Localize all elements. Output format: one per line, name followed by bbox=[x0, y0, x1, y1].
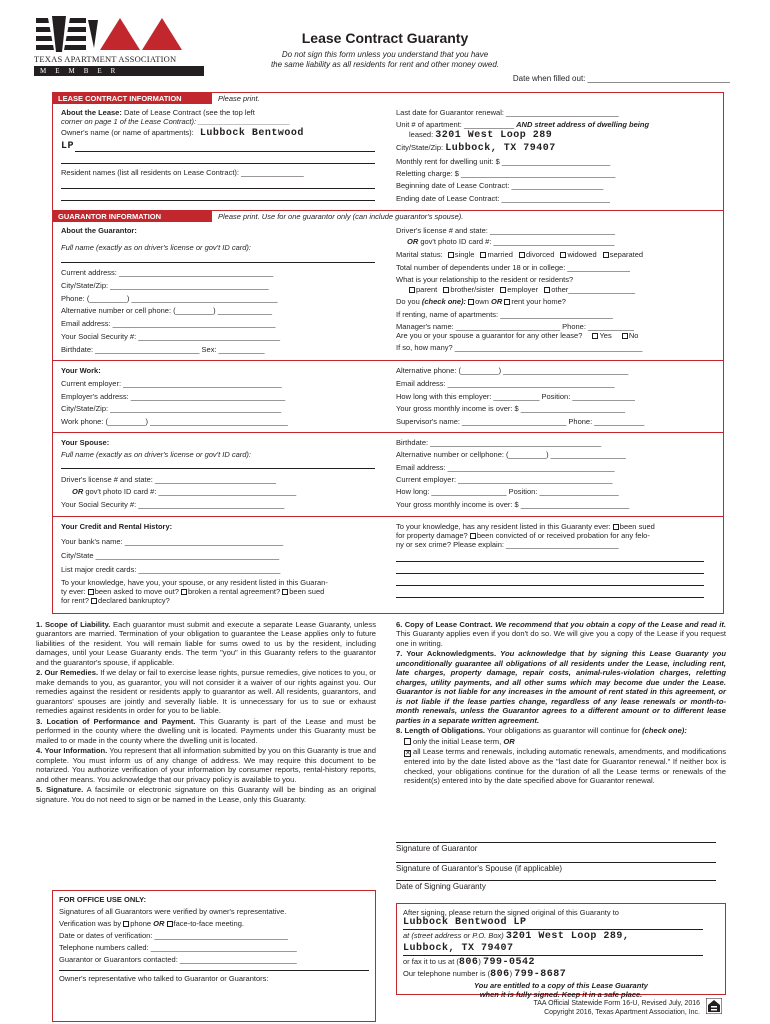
checkbox-yes[interactable] bbox=[592, 333, 598, 339]
employer-city[interactable]: City/State/Zip: _________________________________________ bbox=[61, 404, 282, 413]
office-use-box bbox=[52, 890, 376, 1022]
ending-date[interactable]: Ending date of Lease Contract: __________________________ bbox=[396, 194, 610, 203]
checkbox-initial-term[interactable] bbox=[404, 738, 411, 745]
guarantor-full-name[interactable]: Full name (exactly as on driver's license or gov't ID card): bbox=[61, 243, 252, 252]
marital-separated: separated bbox=[609, 250, 644, 259]
unit-label: Unit # of apartment: ____________ bbox=[396, 120, 515, 129]
subtitle bbox=[220, 50, 550, 71]
work-phone[interactable]: Work phone: (_________) _________________________________ bbox=[61, 417, 288, 426]
relationship-question: What is your relationship to the resident or residents? bbox=[396, 275, 574, 284]
explain-line2 bbox=[396, 573, 704, 574]
date-filled-field[interactable]: Date when filled out: ________________________________ bbox=[512, 74, 730, 83]
opt-convicted: been convicted of or received probation for any felo- bbox=[476, 531, 650, 540]
other-lease bbox=[396, 331, 638, 340]
resident-q2: for property damage? bbox=[396, 531, 468, 540]
checkbox-broken[interactable] bbox=[181, 589, 187, 595]
telephone-called[interactable]: Telephone numbers called: ___________________________________ bbox=[59, 943, 297, 952]
term-2-title: Our Remedies. bbox=[44, 668, 99, 678]
history-q3: for rent? bbox=[61, 596, 89, 605]
unit-number[interactable] bbox=[396, 120, 649, 129]
entitled-line1: You are entitled to a copy of this Lease Guaranty bbox=[474, 981, 648, 990]
marital-status bbox=[396, 250, 643, 259]
about-lease-label: About the Lease: bbox=[61, 108, 122, 117]
marital-single: single bbox=[454, 250, 475, 259]
relationship-options bbox=[409, 285, 635, 294]
opt-broken: broken a rental agreement? bbox=[188, 587, 281, 596]
checkbox-all-terms[interactable]: ✕ bbox=[405, 750, 411, 758]
spouse-drivers[interactable]: Driver's license # and state: _____________________________ bbox=[61, 475, 276, 484]
terms-right bbox=[396, 620, 726, 787]
credit-heading: Your Credit and Rental History: bbox=[61, 522, 173, 531]
opt-bankruptcy: declared bankruptcy? bbox=[98, 596, 170, 605]
equal-housing-icon bbox=[706, 998, 722, 1014]
leased-address[interactable] bbox=[409, 130, 552, 142]
no-label: No bbox=[628, 331, 639, 340]
marital-married: married bbox=[487, 250, 513, 259]
beginning-date[interactable]: Beginning date of Lease Contract: ______________________ bbox=[396, 181, 604, 190]
checkbox-own[interactable] bbox=[468, 299, 474, 305]
spouse-email[interactable]: Email address: ________________________________________ bbox=[396, 463, 615, 472]
return-address-row: at (street address or P.O. Box) 3201 West Loop 289, bbox=[403, 931, 630, 942]
rel-sibling: brother/sister bbox=[450, 285, 495, 294]
checkbox-widowed[interactable] bbox=[560, 252, 566, 258]
city-value: Lubbock, TX 79407 bbox=[445, 143, 556, 154]
after-signing: After signing, please return the signed original of this Guaranty to bbox=[403, 908, 619, 917]
divider-credit bbox=[52, 516, 724, 517]
term-5-title: Signature. bbox=[46, 785, 84, 795]
term-2: 2. Our Remedies. If we delay or fail to exercise lease rights, pursue remedies, give notices to you, or make demands to you, as guarantor, you will not consider it a waiver of our rights against you. Our remedies against the resident or residents apply to guarantor as well. All residents, guarantors, and guarantors' spouses are jointly and severally liable. It is unnecessary for us to sue or exhaust remedies against residents in order for you to be liable. bbox=[36, 668, 376, 716]
guarantors-contacted[interactable]: Guarantor or Guarantors contacted: ____________________________ bbox=[59, 955, 297, 964]
checkbox-separated[interactable] bbox=[603, 252, 609, 258]
subtitle-line2: the same liability as all residents for rent and other money owed. bbox=[270, 60, 500, 70]
term-3-text: This Guaranty is part of the Lease and must be performed in the county where the dwelling unit is located. Payments under this Guaranty must be mailed to or made in the county where the dwelling unit is located. bbox=[36, 716, 376, 745]
spouse-birthdate[interactable]: Birthdate: _________________________________________ bbox=[396, 438, 602, 447]
blank-line bbox=[61, 163, 375, 164]
term-7: 7. Your Acknowledgments. You acknowledge that by signing this Lease Guaranty you unconditionally guarantee all obligations of all residents under the Lease, including rent, late charges, property damage, repair costs, animal-rules-violation charges, reletting charges, utility payments, and all other sums which may become due under the Lease. Guarantor is not liable for any increases in the amount of rent stated in this agreement, or is not liable if the lease parties change, regardless of any lease renewals or month-to-month renewals, unless the Guarantor agrees to a different amount or to different lease parties in a separate written agreement. bbox=[396, 649, 726, 725]
check-one: (check one): bbox=[421, 297, 467, 306]
own-label: own bbox=[475, 297, 489, 306]
spouse-ssn[interactable]: Your Social Security #: ___________________________________ bbox=[61, 500, 285, 509]
checkbox-property-sued[interactable] bbox=[613, 524, 619, 530]
if-renting[interactable]: If renting, name of apartments: ___________________________ bbox=[396, 310, 613, 319]
checkbox-asked-move[interactable] bbox=[88, 589, 94, 595]
resident-names-field[interactable]: Resident names (list all residents on Lease Contract): _______________ bbox=[61, 168, 304, 177]
association-name: TEXAS APARTMENT ASSOCIATION bbox=[34, 54, 177, 64]
guarantor-heading: GUARANTOR INFORMATION bbox=[52, 211, 212, 222]
checkbox-sibling[interactable] bbox=[443, 287, 449, 293]
lease-info-heading: LEASE CONTRACT INFORMATION bbox=[52, 93, 212, 104]
entitled-line2: when it is fully signed. Keep it in a safe place. bbox=[479, 990, 643, 999]
history-q2: ty ever: bbox=[61, 587, 86, 596]
residents-line2 bbox=[61, 188, 375, 189]
term-3: 3. Location of Performance and Payment. This Guaranty is part of the Lease and must be performed in the county where the dwelling unit is located. Payments under this Guaranty must be mailed to or made in the county where the dwelling unit is located. bbox=[36, 716, 376, 745]
resident-history-2 bbox=[396, 531, 650, 540]
reletting-charge[interactable]: Reletting charge: $ _____________________________________ bbox=[396, 169, 616, 178]
office-line2: Verification was by phone OR face-to-face meeting. bbox=[59, 919, 244, 928]
owner-label: Owner's name (or name of apartments): bbox=[61, 128, 194, 137]
verification-dates[interactable]: Date or dates of verification: ________________________________ bbox=[59, 931, 288, 940]
form-number: TAA Official Statewide Form 16-U, Revised July, 2016 bbox=[533, 1000, 700, 1007]
checkbox-phone-verify[interactable] bbox=[123, 921, 129, 927]
resident-explain[interactable]: ny or sex crime? Please explain: ___________________________ bbox=[396, 540, 619, 549]
work-alt-phone[interactable]: Alternative phone: (_________) ______________________________ bbox=[396, 366, 629, 375]
explain-line1 bbox=[396, 561, 704, 562]
checkbox-convicted[interactable] bbox=[470, 533, 476, 539]
term-3-title: Location of Performance and Payment. bbox=[46, 716, 196, 726]
term-4-text: You represent that all information submitted by you on this Guaranty is true and complete. You must inform us of any change of address. We may require this document to be notarized. You authorize verification of your information by consumer reports, rental-history reports, and other means. You acknowledge that our privacy policy is available to you. bbox=[36, 746, 376, 784]
taa-logo bbox=[30, 14, 210, 76]
employer-address[interactable]: Employer's address: _____________________________________ bbox=[61, 392, 286, 401]
lease-date-field[interactable]: corner on page 1 of the Lease Contract): ______________________ bbox=[61, 117, 290, 126]
spouse-signature-label: Signature of Guarantor's Spouse (if applicable) bbox=[396, 864, 563, 873]
leased-label: leased: bbox=[409, 130, 434, 139]
current-employer[interactable]: Current employer: ______________________________________ bbox=[61, 379, 282, 388]
history-question: To your knowledge, have you, your spouse, or any resident listed in this Guaran- bbox=[61, 578, 328, 587]
subtitle-line1: Do not sign this form unless you understand that you have bbox=[281, 50, 489, 59]
spouse-or: OR bbox=[72, 487, 84, 496]
checkbox-no[interactable] bbox=[622, 333, 628, 339]
marital-widowed: widowed bbox=[567, 250, 597, 259]
term-4: 4. Your Information. You represent that all information submitted by you on this Guaranty is true and complete. You must inform us of any change of address. We may require this document to be notarized. You authorize verification of your information by consumer reports, rental-history reports, and other means. You acknowledge that our privacy policy is available to you. bbox=[36, 746, 376, 784]
return-box bbox=[396, 903, 726, 999]
spouse-signature-line[interactable] bbox=[396, 862, 716, 863]
term-6: 6. Copy of Lease Contract. We recommend that you obtain a copy of the Lease and read it. This Guaranty applies even if you don't do so. We will give you a copy of the Lease if you request one in writing. bbox=[396, 620, 726, 648]
spouse-full-name[interactable]: Full name (exactly as on driver's license or gov't ID card): bbox=[61, 450, 252, 459]
do-you: Do you bbox=[396, 297, 420, 306]
rel-parent: parent bbox=[416, 285, 438, 294]
bank-name[interactable]: Your bank's name: ______________________________________ bbox=[61, 537, 284, 546]
monthly-rent[interactable]: Monthly rent for dwelling unit: $ __________________________ bbox=[396, 157, 611, 166]
checkbox-single[interactable] bbox=[448, 252, 454, 258]
about-lease bbox=[61, 108, 255, 117]
opt-asked-move: been asked to move out? bbox=[94, 587, 179, 596]
office-blank-line bbox=[59, 970, 369, 971]
owner-value: Lubbock Bentwood bbox=[199, 128, 304, 139]
fax-area: 806 bbox=[458, 957, 479, 968]
spouse-govt-id[interactable] bbox=[72, 487, 296, 496]
about-guarantor: About the Guarantor: bbox=[61, 226, 137, 235]
owner-rep[interactable]: Owner's representative who talked to Guarantor or Guarantors: bbox=[59, 974, 269, 983]
or-label: OR bbox=[407, 237, 419, 246]
spouse-how-long[interactable]: How long: __________________ Position: ___________________ bbox=[396, 487, 619, 496]
govt-id-label: gov't photo ID card #: _____________________________ bbox=[420, 237, 615, 246]
work-email[interactable]: Email address: ________________________________________ bbox=[396, 379, 615, 388]
divider-spouse bbox=[52, 432, 724, 433]
checkbox-face-verify[interactable] bbox=[167, 921, 173, 927]
lease-city[interactable] bbox=[396, 143, 556, 155]
return-name: Lubbock Bentwood LP bbox=[403, 917, 703, 930]
opt-property-sued: been sued bbox=[619, 522, 655, 531]
if-so-how-many[interactable]: If so, how many? _____________________________________________ bbox=[396, 343, 643, 352]
gross-income[interactable]: Your gross monthly income is over: $ _________________________ bbox=[396, 404, 626, 413]
office-heading: FOR OFFICE USE ONLY: bbox=[59, 895, 147, 904]
office-line1: Signatures of all Guarantors were verified by owner's representative. bbox=[59, 907, 287, 916]
owner-name-field[interactable] bbox=[61, 128, 304, 140]
explain-line3 bbox=[396, 585, 704, 586]
manager-name[interactable]: Manager's name: _________________________ Phone: ___________ bbox=[396, 322, 634, 331]
term-5: 5. Signature. A facsimile or electronic signature on this Guaranty will be binding as an original signature. You do not need to sign or be named in the Lease, only this Guaranty. bbox=[36, 785, 376, 804]
spouse-name-line bbox=[61, 468, 375, 469]
fax-row: or fax it to us at (806) 799-0542 bbox=[403, 957, 535, 968]
terms-left bbox=[36, 620, 376, 805]
phone-area: 806 bbox=[490, 969, 510, 980]
govt-id[interactable] bbox=[407, 237, 614, 246]
guarantor-phone[interactable]: Phone: (_________) ___________________________________ bbox=[61, 294, 278, 303]
resident-history bbox=[396, 522, 655, 531]
member-bar: MEMBER bbox=[34, 66, 204, 76]
current-address[interactable]: Current address: _____________________________________ bbox=[61, 268, 274, 277]
spouse-gross-income[interactable]: Your gross monthly income is over: $ __________________________ bbox=[396, 500, 630, 509]
spouse-employer[interactable]: Current employer: _____________________________________ bbox=[396, 475, 613, 484]
checkbox-parent[interactable] bbox=[409, 287, 415, 293]
owner-value-line2: LP bbox=[61, 141, 75, 152]
copyright: Copyright 2016, Texas Apartment Association, Inc. bbox=[544, 1009, 700, 1016]
checkbox-divorced[interactable] bbox=[519, 252, 525, 258]
divider-work bbox=[52, 360, 724, 361]
phone-number: 799-8687 bbox=[514, 969, 567, 980]
rent-label: rent your home? bbox=[511, 297, 566, 306]
supervisor-name[interactable]: Supervisor's name: _________________________ Phone: ____________ bbox=[396, 417, 645, 426]
spouse-alt-number[interactable]: Alternative number or cellphone: (_________) __________________ bbox=[396, 450, 626, 459]
return-address: 3201 West Loop 289, bbox=[505, 931, 630, 942]
lease-please-print: Please print. bbox=[218, 94, 260, 103]
unit-and: AND street address of dwelling being bbox=[516, 120, 650, 129]
term-8: 8. Length of Obligations. Your obligations as guarantor will continue for (check one): bbox=[396, 726, 687, 736]
guarantor-city[interactable]: City/State/Zip: ______________________________________ bbox=[61, 281, 269, 290]
yes-label: Yes bbox=[599, 331, 612, 340]
checkbox-rent[interactable] bbox=[504, 299, 510, 305]
other-lease-question: Are you or your spouse a guarantor for any other lease? bbox=[396, 331, 583, 340]
spouse-heading: Your Spouse: bbox=[61, 438, 110, 447]
checkbox-other[interactable] bbox=[544, 287, 550, 293]
return-city: Lubbock, TX 79407 bbox=[403, 943, 703, 956]
guarantor-birthdate[interactable]: Birthdate: _________________________ Sex: ___________ bbox=[61, 345, 265, 354]
drivers-license[interactable]: Driver's license # and state: ______________________________ bbox=[396, 226, 616, 235]
history-options-2 bbox=[61, 596, 170, 605]
guarantor-please-print: Please print. Use for one guarantor only (can include guarantor's spouse). bbox=[218, 212, 464, 221]
term-1-title: Scope of Liability. bbox=[44, 620, 111, 629]
guarantor-signature-line[interactable] bbox=[396, 842, 716, 843]
dependents[interactable]: Total number of dependents under 18 or in college: _______________ bbox=[396, 263, 630, 272]
city-label: City/State/Zip: bbox=[396, 143, 444, 152]
signing-date-label: Date of Signing Guaranty bbox=[396, 882, 486, 891]
checkbox-married[interactable] bbox=[480, 252, 486, 258]
term-8-opt2: ✕ all Lease terms and renewals, including automatic renewals, amendments, and modifications entered into by the date listed above as the "last date for Guarantor renewal." If neither box is checked, your obligations continue for the duration of all the Lease terms or renewals of the resident(s) entered into by the date specified above for Guarantor renewal. bbox=[404, 747, 726, 786]
taa-logo-mark bbox=[30, 14, 210, 54]
guarantor-ssn[interactable]: Your Social Security #: __________________________________ bbox=[61, 332, 281, 341]
spouse-govt-label: gov't photo ID card #: _________________________________ bbox=[85, 487, 297, 496]
signing-date-line[interactable] bbox=[396, 880, 716, 881]
residents-line3 bbox=[61, 200, 375, 201]
bank-city[interactable]: City/State ____________________________________________ bbox=[61, 551, 280, 560]
term-4-title: Your Information. bbox=[44, 746, 108, 756]
explain-line4 bbox=[396, 597, 704, 598]
leased-value: 3201 West Loop 289 bbox=[435, 130, 553, 141]
page-title: Lease Contract Guaranty bbox=[301, 30, 469, 46]
marital-label: Marital status: bbox=[396, 250, 443, 259]
checkbox-sued[interactable] bbox=[282, 589, 288, 595]
history-options bbox=[61, 587, 324, 596]
owner-line2 bbox=[75, 151, 375, 152]
work-heading: Your Work: bbox=[61, 366, 101, 375]
guarantor-email[interactable]: Email address: _______________________________________ bbox=[61, 319, 276, 328]
own-or: OR bbox=[491, 297, 503, 306]
rel-other: other________________ bbox=[551, 285, 636, 294]
term-5-text: A facsimile or electronic signature on this Guaranty will be binding as an original signature. You do not need to sign or be named in the Lease, only this Guaranty. bbox=[36, 785, 376, 804]
rel-employer: employer bbox=[507, 285, 539, 294]
checkbox-employer[interactable] bbox=[500, 287, 506, 293]
own-rent bbox=[396, 297, 566, 306]
term-1-text: Each guarantor must submit and execute a separate Lease Guaranty, unless guarantors are married. Termination of your obligation to guarantee the Lease applies only to future liabilities of the resident. You will remain liable for sums owed to us by the resident, including damages, until your Lease Guaranty ends. The term "you" in this Guaranty refers to the guarantor and the guarantor's spouse, if applicable. bbox=[36, 620, 376, 667]
term-1: 1. Scope of Liability. Each guarantor must submit and execute a separate Lease Guaranty, unless guarantors are married. Termination of your obligation to guarantee the Lease applies only to future liabilities of the resident. You will remain liable for sums owed to us by the resident, including damages, until your Lease Guaranty ends. The term "you" in this Guaranty refers to the guarantor and the guarantor's spouse, if applicable. bbox=[36, 620, 376, 667]
how-long-employer[interactable]: How long with this employer: ___________ Position: _______________ bbox=[396, 392, 635, 401]
phone-row: Our telephone number is (806) 799-8687 bbox=[403, 969, 567, 980]
guarantor-signature-label: Signature of Guarantor bbox=[396, 844, 478, 853]
fullname-line bbox=[61, 262, 375, 263]
checkbox-bankruptcy[interactable] bbox=[91, 598, 97, 604]
last-date-renewal[interactable]: Last date for Guarantor renewal: ___________________________ bbox=[396, 108, 619, 117]
term-2-text: If we delay or fail to exercise lease rights, pursue remedies, give notices to you, or make demands to you, as guarantor, you will not consider it a waiver of our rights against you. Our remedies against the resident or residents apply to guarantor as well. All residents, guarantors, and guarantors' spouses are jointly and severally liable. It is unnecessary for us to sue or exhaust remedies against residents in order for you to be liable. bbox=[36, 668, 376, 716]
term-8-opt1: only the initial Lease term, OR bbox=[396, 737, 726, 746]
fax-number: 799-0542 bbox=[482, 957, 535, 968]
marital-divorced: divorced bbox=[526, 250, 555, 259]
guarantor-alt-phone[interactable]: Alternative number or cell phone: (_________) _____________ bbox=[61, 306, 272, 315]
resident-q1: To your knowledge, has any resident listed in this Guaranty ever: bbox=[396, 522, 611, 531]
credit-cards[interactable]: List major credit cards: __________________________________ bbox=[61, 565, 281, 574]
opt-sued: been sued bbox=[289, 587, 325, 596]
about-lease-text: Date of Lease Contract (see the top left bbox=[123, 108, 255, 117]
